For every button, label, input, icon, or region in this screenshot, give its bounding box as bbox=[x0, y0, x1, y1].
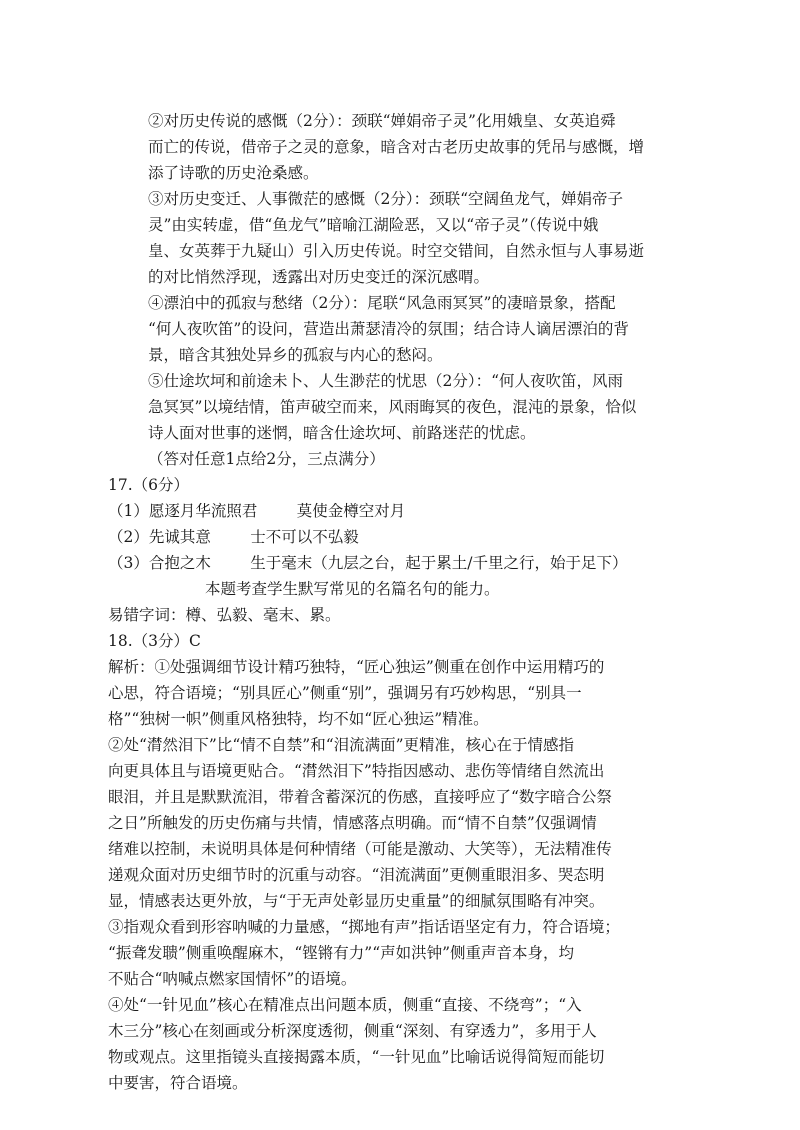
text-line: 添了诗歌的历史沧桑感。 bbox=[148, 164, 319, 182]
text-line: 绪难以控制，未说明具体是何种情绪（可能是激动、大笑等），无法精准传 bbox=[108, 840, 612, 858]
text-line: 景，暗含其独处异乡的孤寂与内心的愁闷。 bbox=[148, 346, 443, 364]
answer-line: （3）合抱之木 生于毫末（九层之台，起于累土/千里之行，始于足下） bbox=[108, 554, 628, 572]
text-line: 诗人面对世事的迷惘，暗含仕途坎坷、前路迷茫的忧虑。 bbox=[148, 424, 536, 442]
answer-line: （1）愿逐月华流照君 莫使金樽空对月 bbox=[108, 502, 406, 520]
text-line: ④处“一针见血”核心在精准点出问题本质，侧重“直接、不绕弯”；“入 bbox=[108, 996, 582, 1014]
text-line: 中要害，符合语境。 bbox=[108, 1074, 248, 1092]
text-line: “何人夜吹笛”的设问，营造出萧瑟清冷的氛围；结合诗人谪居漂泊的背 bbox=[148, 320, 629, 338]
scoring-note: （答对任意1点给2分，三点满分） bbox=[148, 450, 385, 468]
text-line: 的对比悄然浮现，透露出对历史变迁的深沉感喟。 bbox=[148, 268, 490, 286]
question-17-heading: 17.（6分） bbox=[108, 476, 190, 494]
text-line: 急冥冥”以境结情，笛声破空而来，风雨晦冥的夜色，混沌的景象，恰似 bbox=[148, 398, 637, 416]
text-line: 心思，符合语境；“别具匠心”侧重“别”，强调另有巧妙构思，“别具一 bbox=[108, 684, 582, 702]
text-line: 本题考查学生默写常见的名篇名句的能力。 bbox=[205, 580, 500, 598]
answer-line: （2）先诚其意 士不可以不弘毅 bbox=[108, 528, 359, 546]
text-line: ⑤仕途坎坷和前途未卜、人生渺茫的忧思（2分）：“何人夜吹笛，风雨 bbox=[148, 372, 624, 390]
text-line: 而亡的传说，借帝子之灵的意象，暗含对古老历史故事的凭吊与感慨，增 bbox=[148, 138, 645, 156]
text-line: 易错字词：樽、弘毅、毫末、累。 bbox=[108, 606, 341, 624]
text-line: 之日”所触发的历史伤痛与共情，情感落点明确。而“情不自禁”仅强调情 bbox=[108, 814, 597, 832]
text-line: ④漂泊中的孤寂与愁绪（2分）：尾联“风急雨冥冥”的凄暗景象，搭配 bbox=[148, 294, 616, 312]
text-line: 木三分”核心在刻画或分析深度透彻，侧重“深刻、有穿透力”，多用于人 bbox=[108, 1022, 597, 1040]
text-line: ③对历史变迁、人事微茫的感慨（2分）：颈联“空阔鱼龙气，婵娟帝子 bbox=[148, 190, 624, 208]
text-line: 解析：①处强调细节设计精巧独特，“匠心独运”侧重在创作中运用精巧的 bbox=[108, 658, 605, 676]
text-line: “振聋发聩”侧重唤醒麻木，“铿锵有力”“声如洪钟”侧重声音本身，均 bbox=[108, 944, 575, 962]
text-line: 物或观点。这里指镜头直接揭露本质，“一针见血”比喻话说得简短而能切 bbox=[108, 1048, 605, 1066]
text-line: 显，情感表达更外放，与“于无声处彰显历史重量”的细腻氛围略有冲突。 bbox=[108, 892, 605, 910]
text-line: 不贴合“呐喊点燃家国情怀”的语境。 bbox=[108, 970, 357, 988]
text-line: 格”“独树一帜”侧重风格独特，均不如“匠心独运”精准。 bbox=[108, 710, 489, 728]
text-line: ③指观众看到形容呐喊的力量感，“掷地有声”指话语坚定有力，符合语境； bbox=[108, 918, 620, 936]
text-line: ②处“潸然泪下”比“情不自禁”和“泪流满面”更精准，核心在于情感指 bbox=[108, 736, 575, 754]
text-line: 皇、女英葬于九疑山）引入历史传说。时空交错间，自然永恒与人事易逝 bbox=[148, 242, 645, 260]
text-line: ②对历史传说的感慨（2分）：颈联“婵娟帝子灵”化用娥皇、女英追舜 bbox=[148, 112, 616, 130]
question-18-heading: 18.（3分）C bbox=[108, 632, 201, 650]
text-line: 递观众面对历史细节时的沉重与动容。“泪流满面”更侧重眼泪多、哭态明 bbox=[108, 866, 605, 884]
text-line: 眼泪，并且是默默流泪，带着含蓄深沉的伤感，直接呼应了“数字暗合公祭 bbox=[108, 788, 612, 806]
text-line: 向更具体且与语境更贴合。“潸然泪下”特指因感动、悲伤等情绪自然流出 bbox=[108, 762, 605, 780]
text-line: 灵”由实转虚，借“鱼龙气”暗喻江湖险恶，又以“帝子灵”（传说中娥 bbox=[148, 216, 599, 234]
